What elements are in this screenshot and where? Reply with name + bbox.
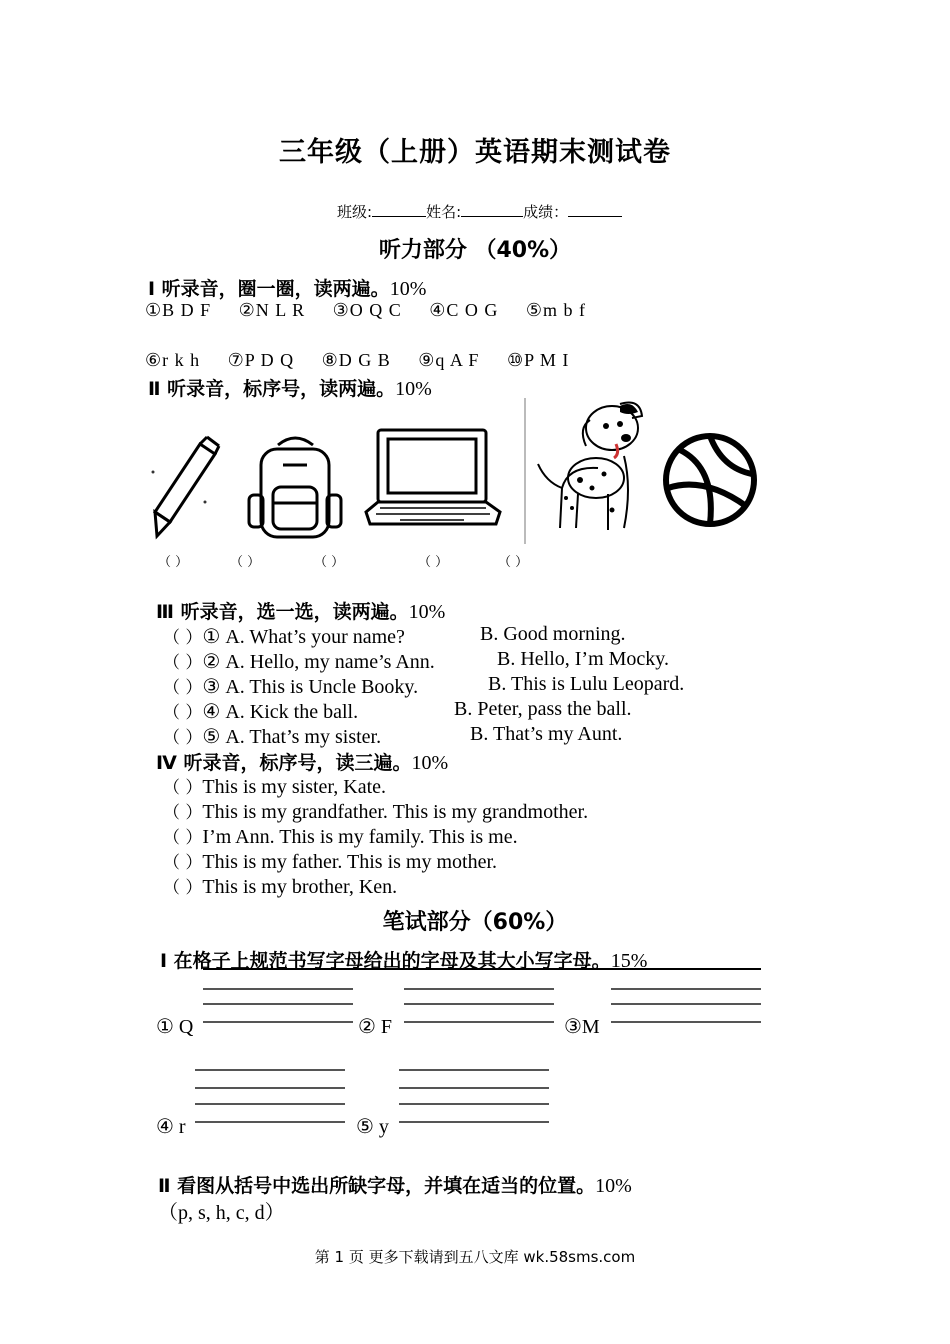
class-blank[interactable] — [372, 202, 426, 217]
letter-group[interactable]: ①B D F — [145, 300, 212, 320]
order-item: （ ）This is my sister, Kate. — [163, 776, 387, 798]
choice-option-b: B. Hello, I’m Mocky. — [497, 648, 670, 670]
answer-paren[interactable]: （ ） — [418, 555, 449, 570]
letter-group[interactable]: ②N L R — [238, 300, 306, 320]
listening-section-title: 听力部分 （40%） — [378, 238, 572, 263]
writing-grid-line[interactable] — [399, 1121, 549, 1123]
letter-group[interactable]: ⑦P D Q — [227, 350, 295, 370]
listening-part3-heading: Ⅲ 听录音，选一选，读两遍。10% — [156, 601, 446, 623]
answer-paren[interactable]: （ ） — [163, 853, 203, 873]
answer-paren[interactable]: （ ） — [230, 555, 261, 570]
score-label: 成绩： — [523, 203, 569, 221]
writing-letter-m: ③M — [564, 1016, 600, 1038]
answer-paren[interactable]: （ ） — [158, 555, 189, 570]
writing-part1-heading: Ⅰ 在格子上规范书写字母给出的字母及其大小写字母。15% — [160, 950, 648, 972]
letter-group[interactable]: ⑩P M I — [506, 350, 570, 370]
writing-letter-q: ① Q — [156, 1016, 194, 1038]
answer-paren[interactable]: （ ） — [163, 728, 203, 748]
order-item: （ ）This is my father. This is my mother. — [163, 851, 498, 873]
writing-grid-line — [611, 1003, 761, 1005]
writing-letter-f: ② F — [358, 1016, 393, 1038]
page-footer: 第 1 页 更多下载请到五八文库 wk.58sms.com — [314, 1248, 636, 1266]
letter-group[interactable]: ⑥r k h — [145, 350, 201, 370]
letter-group[interactable]: ⑤m b f — [525, 300, 587, 320]
listening-part4-heading: Ⅳ 听录音，标序号，读三遍。10% — [156, 752, 449, 774]
choice-option-b: B. This is Lulu Leopard. — [488, 673, 685, 695]
writing-grid-line[interactable] — [195, 1121, 345, 1123]
letter-group[interactable]: ⑨q A F — [418, 350, 480, 370]
writing-grid-line — [195, 1103, 345, 1105]
letter-options: （p, s, h, c, d） — [158, 1202, 285, 1224]
writing-grid-line — [404, 1003, 554, 1005]
name-label: 姓名: — [426, 203, 462, 221]
answer-paren[interactable]: （ ） — [163, 678, 203, 698]
order-item: （ ）I’m Ann. This is my family. This is me. — [163, 826, 518, 848]
order-item: （ ）This is my grandfather. This is my grandmother. — [163, 801, 589, 823]
laptop-icon — [360, 426, 506, 534]
answer-paren[interactable]: （ ） — [163, 803, 203, 823]
choice-option-b: B. Peter, pass the ball. — [454, 698, 632, 720]
answer-paren[interactable]: （ ） — [163, 878, 203, 898]
answer-paren[interactable]: （ ） — [163, 628, 203, 648]
answer-paren[interactable]: （ ） — [314, 555, 345, 570]
answer-paren[interactable]: （ ） — [163, 653, 203, 673]
choice-option-b: B. Good morning. — [480, 623, 626, 645]
writing-grid-line[interactable] — [611, 1021, 761, 1023]
name-blank[interactable] — [461, 202, 523, 217]
writing-section-title: 笔试部分（60%） — [382, 910, 568, 935]
letter-group[interactable]: ③O Q C — [332, 300, 402, 320]
backpack-icon — [243, 435, 347, 547]
letter-row-2 — [145, 350, 591, 371]
writing-letter-y: ⑤ y — [356, 1116, 389, 1138]
letter-group[interactable]: ⑧D G B — [321, 350, 391, 370]
answer-paren[interactable]: （ ） — [498, 555, 529, 570]
score-blank[interactable] — [568, 202, 622, 217]
writing-grid-line — [399, 1103, 549, 1105]
choice-item: （ ）④ A. Kick the ball. — [163, 701, 359, 723]
writing-grid-line[interactable] — [404, 1021, 554, 1023]
choice-item: （ ）① A. What’s your name? — [163, 626, 405, 648]
picture-divider — [524, 398, 526, 544]
letter-row-1 — [145, 300, 608, 321]
dalmatian-dog-icon — [528, 398, 646, 546]
writing-grid-line — [404, 988, 554, 990]
writing-grid-line — [203, 1003, 353, 1005]
writing-grid-line — [195, 1069, 345, 1071]
choice-item: （ ）③ A. This is Uncle Booky. — [163, 676, 419, 698]
listening-part1-heading: Ⅰ 听录音，圈一圈，读两遍。10% — [148, 278, 427, 300]
page-title: 三年级（上册）英语期末测试卷 — [279, 137, 671, 168]
heading-underline — [203, 968, 761, 970]
writing-grid-line — [195, 1087, 345, 1089]
letter-group[interactable]: ④C O G — [429, 300, 499, 320]
listening-part2-heading: Ⅱ 听录音，标序号，读两遍。10% — [148, 378, 432, 400]
writing-grid-line — [399, 1087, 549, 1089]
answer-paren[interactable]: （ ） — [163, 778, 203, 798]
writing-grid-line[interactable] — [203, 1021, 353, 1023]
order-item: （ ）This is my brother, Ken. — [163, 876, 398, 898]
choice-item: （ ）② A. Hello, my name’s Ann. — [163, 651, 435, 673]
choice-option-b: B. That’s my Aunt. — [470, 723, 623, 745]
writing-part2-heading: Ⅱ 看图从括号中选出所缺字母，并填在适当的位置。10% — [158, 1175, 632, 1197]
writing-letter-r: ④ r — [156, 1116, 186, 1138]
class-label: 班级: — [337, 203, 373, 221]
writing-grid-line — [203, 988, 353, 990]
pencil-icon — [145, 432, 225, 542]
writing-grid-line — [611, 988, 761, 990]
answer-paren[interactable]: （ ） — [163, 703, 203, 723]
writing-grid-line — [399, 1069, 549, 1071]
student-info — [337, 201, 622, 222]
answer-paren[interactable]: （ ） — [163, 828, 203, 848]
volleyball-icon — [660, 428, 760, 532]
choice-item: （ ）⑤ A. That’s my sister. — [163, 726, 382, 748]
